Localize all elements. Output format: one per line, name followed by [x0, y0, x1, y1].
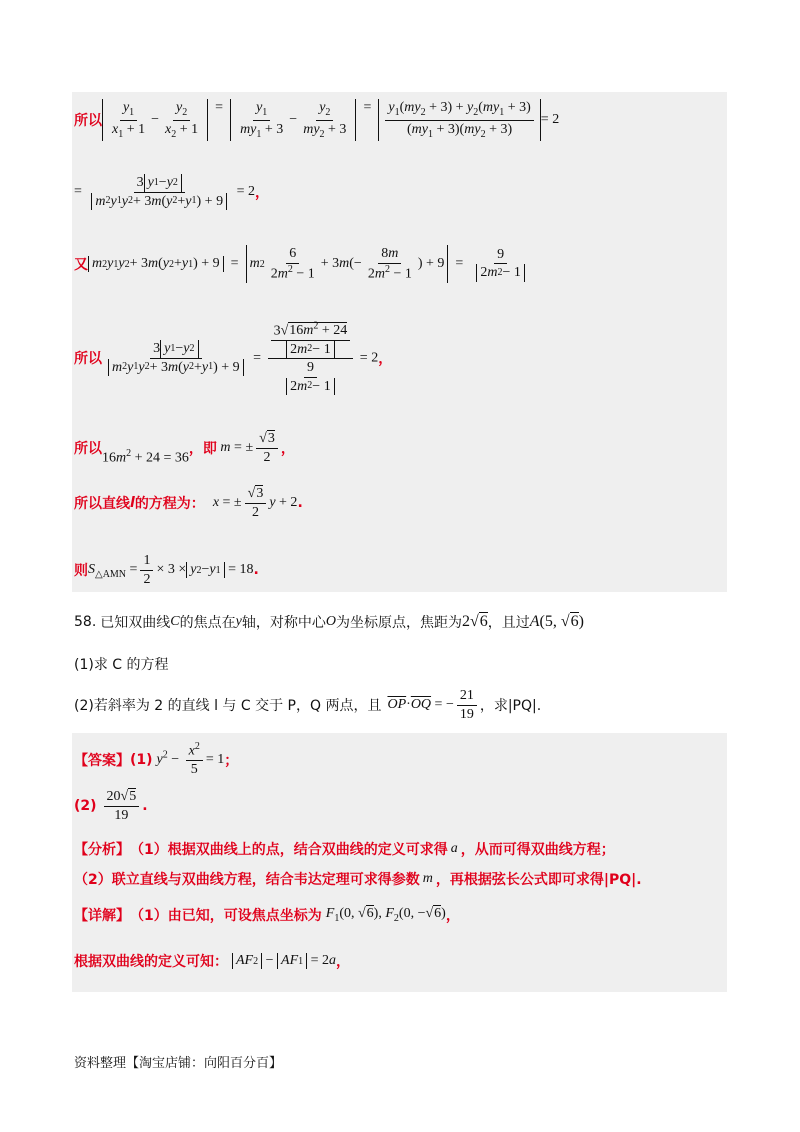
formula: $\frac{y_1}{x_1 + 1}$ − $\frac{y_2}{x_2 + 1}$ = $\frac{y_1}{my_1 + 3}$ − $\frac{y_2}{my_2 + 3}$ = $\frac{y_1(my_2 + 3) + y_2(my_1 + 3)}{(my_1 + 3)(my_2 + 3)}$: [102, 99, 541, 141]
dot-product-formula: $\overline{OP}\cdot\overline{OQ}$ = − $\frac{21}{19}$: [387, 687, 479, 723]
eq-line-1: [74, 96, 559, 144]
mid-text: ，即: [188, 441, 217, 457]
lead-text: 所以直线: [74, 496, 130, 512]
var-C: C: [170, 614, 180, 629]
lead-text: 则: [74, 563, 88, 579]
answer-label: (2): [74, 798, 97, 814]
analysis-line-1: [74, 836, 615, 862]
text: ，再根据弦长公式即可求得|PQ|.: [435, 872, 642, 888]
problem-number: 58.: [74, 614, 97, 630]
answer-line-2: [74, 786, 148, 826]
lead-text: 所以: [74, 441, 102, 457]
formula: 3 y 1 − y 2 m 2 y 1 y 2 + 3 m ( y 2 + y 1 ) + 9 = $3√16m^2 + 24$ 2 m 2 − 1 9 2 m 2 − 1 = 2: [102, 321, 378, 396]
tail-text: ，: [280, 441, 295, 457]
formula: x = ± $\frac{√3}{2}$ y + 2: [212, 486, 298, 520]
problem-part-2: [74, 682, 541, 728]
lead-text: 又: [74, 257, 88, 273]
detail-line-1: [74, 898, 460, 932]
eq-line-5: [74, 428, 295, 468]
formula: $S_{\triangle AMN}$ = $\frac{1}{2}$ × 3 × y 2 − y 1 = 18: [88, 553, 254, 587]
tail-text: .: [297, 495, 303, 511]
tail-text: ；: [224, 753, 239, 769]
text: （2）联立直线与双曲线方程，结合韦达定理可求得参数: [74, 872, 420, 888]
text: （1）根据双曲线上的点，结合双曲线的定义可求得: [130, 842, 448, 858]
tail-text: ，: [254, 185, 269, 201]
problem-statement: [74, 608, 584, 636]
detail-line-2: [74, 944, 350, 978]
var-y: y: [235, 614, 242, 629]
definition-formula: AF 2 − AF 1 = 2a: [232, 953, 336, 969]
formula: $16m^2 + 24 = 36$: [102, 447, 189, 466]
analysis-tag: 【分析】: [74, 842, 130, 858]
eq-line-7: [74, 550, 259, 590]
eq-line-6: [74, 483, 303, 523]
point-A: A(5, √6): [529, 613, 584, 630]
footer-text: 资料整理【淘宝店铺：向阳百分百】: [74, 1056, 283, 1071]
focal-distance: 2√6: [461, 613, 488, 630]
formula: = 3 y 1 − y 2 m 2 y 1 y 2 + 3 m ( y 2 + y 1 ) + 9 = 2: [74, 175, 255, 209]
tail-text: ，: [378, 351, 393, 367]
lead-text: 所以: [74, 113, 102, 129]
rhs: = 2: [540, 112, 560, 127]
text: (1)求 C 的方程: [74, 657, 169, 673]
text: （1）由已知，可设焦点坐标为: [130, 908, 322, 924]
tail-text: .: [142, 798, 148, 814]
var-m: m: [422, 871, 433, 886]
text: ，: [336, 954, 351, 970]
eq-line-4: [74, 310, 392, 406]
eq-line-3: [74, 240, 531, 288]
mid-text: 的方程为：: [134, 496, 205, 512]
eq-line-2: [74, 168, 269, 216]
answer-label: (1): [130, 752, 153, 768]
text: ，求|PQ|.: [479, 698, 542, 714]
answer-tag: 【答案】: [74, 753, 130, 769]
problem-part-1: [74, 652, 169, 676]
formula: m 2 y 1 y 2 + 3 m ( y 2 + y 1 ) + 9 = m 2 $\frac{6}{2m^2 - 1}$ + 3 m (− $\frac{8m}{2m^2 - 1}$ ) + 9 = 9 2 m 2 − 1: [88, 245, 531, 283]
text: 已知双曲线: [100, 615, 171, 631]
text: ，且过: [487, 615, 530, 631]
formula: $\frac{20√5}{19}$: [101, 788, 143, 824]
lead-text: 所以: [74, 351, 102, 367]
text: ，从而可得双曲线方程；: [460, 842, 615, 858]
var-a: a: [450, 841, 458, 856]
text: 轴，对称中心: [241, 615, 326, 631]
formula: $y^2$ − $\frac{x^2}{5}$ = 1: [156, 741, 225, 778]
line-variable: l: [130, 495, 135, 511]
tail-text: .: [253, 562, 259, 578]
answer-line-1: [74, 740, 238, 780]
text: ，: [445, 908, 460, 924]
text: (2)若斜率为 2 的直线 l 与 C 交于 P，Q 两点，且: [74, 698, 382, 714]
formula-m: m = ± $\frac{√3}{2}$: [217, 430, 281, 466]
text: 的焦点在: [179, 615, 236, 631]
text: 为坐标原点，焦距为: [335, 615, 462, 631]
detail-tag: 【详解】: [74, 908, 130, 924]
analysis-line-2: [74, 866, 642, 892]
var-O: O: [325, 614, 336, 629]
foci-formula: $F_1(0$, √6), $F_2(0$, −√6): [325, 906, 446, 924]
text: 根据双曲线的定义可知：: [74, 954, 228, 970]
